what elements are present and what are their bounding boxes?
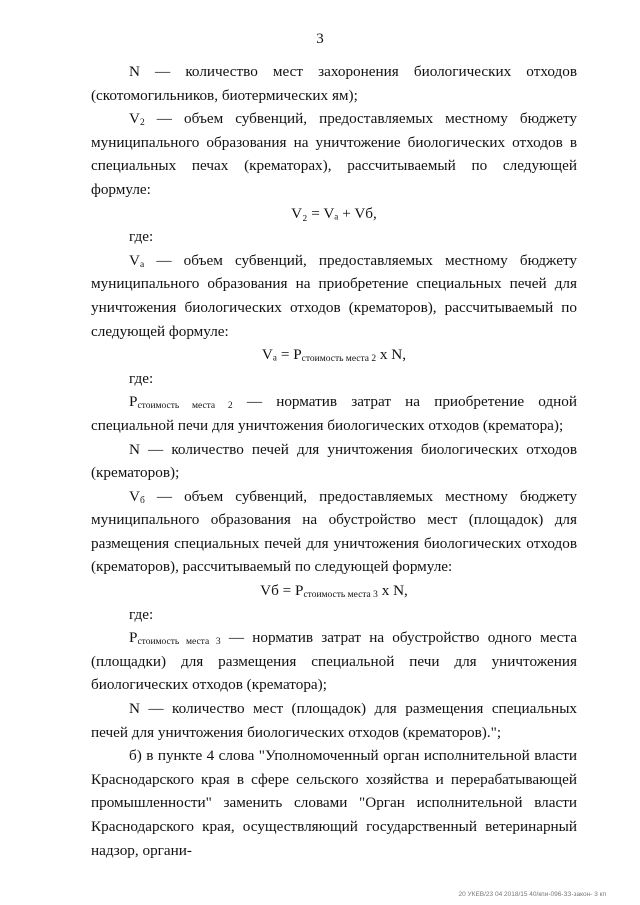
label-gde: где:: [129, 605, 154, 623]
var-v: V: [129, 487, 140, 505]
var-v: V: [129, 251, 140, 269]
paragraph-text: — объем субвенций, предоставляемых местному бюджету муниципального образования на обустройство мест (площадок) для размещения специальных печей для уничтожения биологических отходов (крематоров), рассчитываемый по следующей формуле:: [91, 487, 577, 576]
paragraph-n-burial-sites: N — количество мест захоронения биологических отходов (скотомогильников, биотермических ям);: [91, 63, 577, 104]
var-p: P: [129, 629, 138, 647]
label-gde: где:: [129, 369, 154, 387]
formula-left: Vб = P: [260, 582, 304, 600]
var-subscript: стоимость места 3: [137, 637, 221, 648]
paragraph-va-definition: [91, 249, 577, 343]
paragraph-text: — объем субвенций, предоставляемых местному бюджету муниципального образования на приобретение специальных печей для уничтожения биологических отходов (крематоров), рассчитываемый по следующей формуле:: [91, 251, 577, 340]
footer-stamp: 20 УКЕВ/23 04 2018/15 40/кпи-096-ЗЗ-закон- 3 кп: [458, 891, 606, 898]
formula-right: x N,: [377, 582, 408, 600]
var-subscript: стоимость места 2: [137, 401, 233, 412]
paragraph-n-furnaces: N — количество печей для уничтожения биологических отходов (крематоров);: [91, 440, 577, 482]
page-number: 3: [316, 31, 324, 47]
formula-va: [91, 343, 577, 367]
formula-vb: [91, 579, 577, 603]
var-p: P: [129, 393, 138, 411]
label-gde: где:: [129, 228, 154, 246]
var-v: V: [129, 110, 140, 128]
var-subscript: 2: [139, 118, 145, 129]
formula-v2: V₂ = Vₐ + Vб,: [291, 204, 377, 222]
paragraph-vb-definition: [91, 485, 577, 579]
paragraph-p2-definition: [91, 390, 577, 437]
paragraph-p3-definition: [91, 626, 577, 697]
formula-right: x N,: [376, 346, 407, 364]
paragraph-text: — норматив затрат на обустройство одного места (площадки) для размещения специальной печи для уничтожения биологических отходов (крематора);: [91, 629, 577, 694]
var-subscript: а: [139, 259, 145, 270]
paragraph-text: — объем субвенций, предоставляемых местному бюджету муниципального образования на уничтожение биологических отходов в специальных печах (крематорах), рассчитываемый по следующей формуле:: [91, 110, 577, 198]
var-subscript: б: [139, 495, 145, 506]
document-body: [91, 60, 577, 862]
paragraph-v2-definition: [91, 107, 577, 201]
paragraph-n-sites: N — количество мест (площадок) для размещения специальных печей для уничтожения биологических отходов (крематоров).";: [91, 700, 577, 741]
formula-left: Vₐ = P: [261, 346, 302, 364]
formula-subscript: стоимость места 2: [301, 354, 377, 365]
paragraph-item-b: б) в пункте 4 слова "Уполномоченный орган исполнительной власти Краснодарского края в сфере сельского хозяйства и перерабатывающей промышленности" заменить словами "Орган исполнительной власти Краснодарского края, осуществляющий государственный ветеринарный надзор, органи-: [91, 747, 577, 859]
formula-subscript: стоимость места 3: [303, 590, 378, 601]
paragraph-text: — норматив затрат на приобретение одной специальной печи для уничтожения биологических отходов (крематора);: [91, 393, 577, 434]
